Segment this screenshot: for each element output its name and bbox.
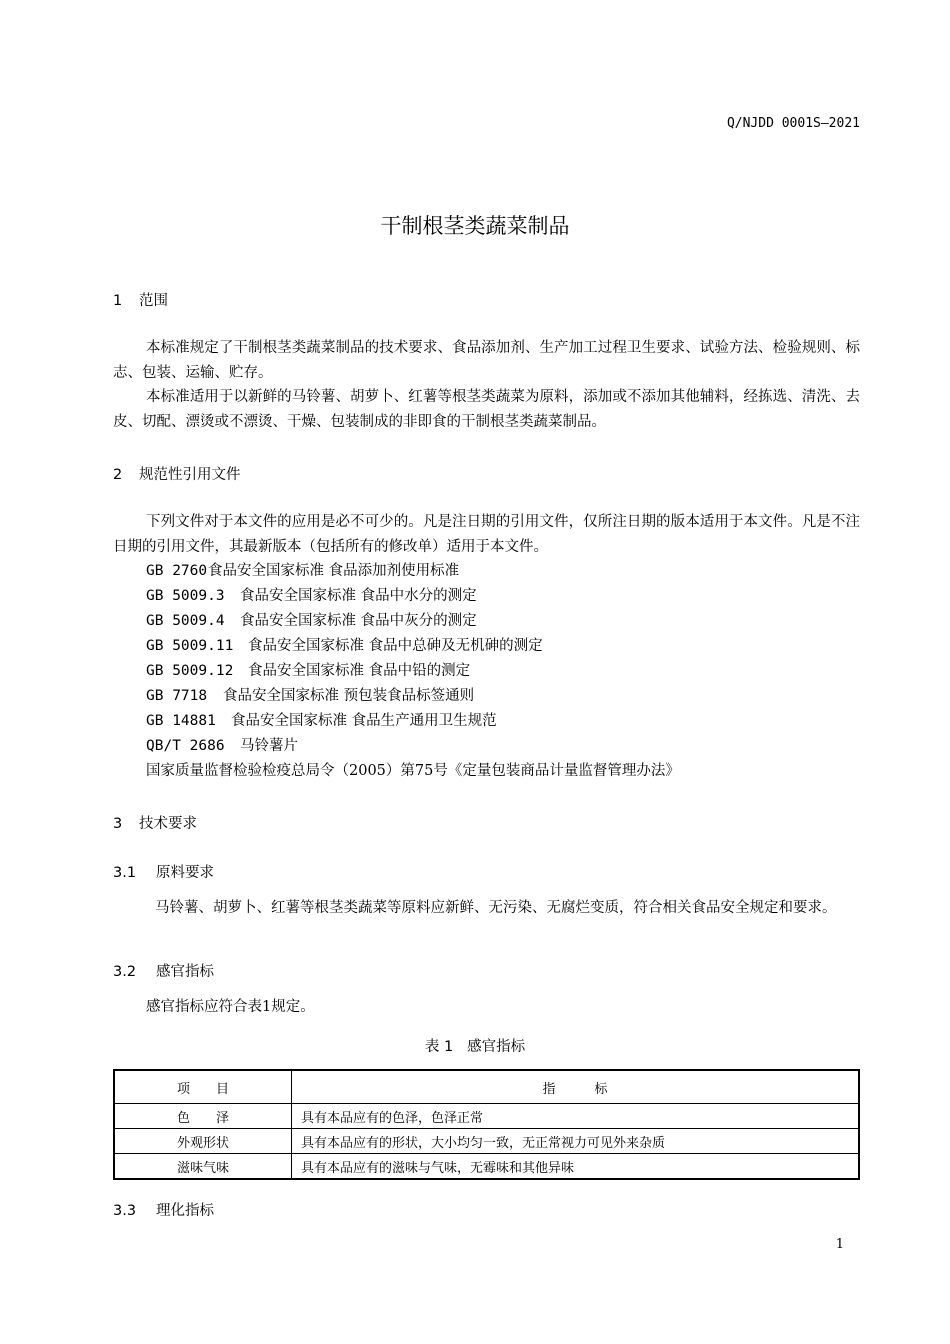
section-title: 范围: [139, 293, 168, 309]
section-3-heading: [113, 812, 197, 833]
section-3-2-heading: [113, 960, 214, 981]
reference-item: [146, 559, 459, 580]
section-number: 3.3: [113, 1203, 137, 1219]
reference-code: GB 14881: [146, 713, 216, 729]
reference-code: GB 5009.11: [146, 638, 234, 654]
table-header-cell: 指 标: [292, 1070, 860, 1104]
reference-item: [146, 609, 477, 630]
section-number: 3: [113, 816, 123, 832]
table-header-row: [114, 1070, 859, 1104]
reference-title: 食品安全国家标准 食品中总砷及无机砷的测定: [248, 638, 543, 654]
reference-title: 马铃薯片: [240, 738, 298, 754]
reference-code: QB/T 2686: [146, 738, 225, 754]
reference-code: GB 5009.4: [146, 613, 225, 629]
section-1-heading: [113, 289, 168, 310]
reference-title: 食品安全国家标准 食品添加剂使用标准: [208, 563, 460, 579]
section-3-1-heading: [113, 861, 214, 882]
table-cell: 色 泽: [114, 1104, 292, 1129]
table-cell: 滋味气味: [114, 1154, 292, 1180]
table-caption-number: 表 1: [424, 1039, 454, 1055]
table-caption: [0, 1035, 950, 1056]
section-number: 2: [113, 467, 123, 483]
scope-paragraph-1: 本标准规定了干制根茎类蔬菜制品的技术要求、食品添加剂、生产加工过程卫生要求、试验方法、检验规则、标志、包装、运输、贮存。: [113, 340, 860, 381]
reference-title: 食品安全国家标准 食品中灰分的测定: [240, 613, 477, 629]
section-title: 理化指标: [156, 1203, 214, 1219]
section-number: 1: [113, 293, 123, 309]
reference-item: [146, 684, 474, 705]
document-title: 干制根茎类蔬菜制品: [380, 214, 570, 238]
reference-title: 食品安全国家标准 食品生产通用卫生规范: [231, 713, 497, 729]
section-title: 规范性引用文件: [139, 467, 241, 483]
scope-paragraph-2: 本标准适用于以新鲜的马铃薯、胡萝卜、红薯等根茎类蔬菜为原料，添加或不添加其他辅料，经拣选、清洗、去皮、切配、漂烫或不漂烫、干燥、包装制成的非即食的干制根茎类蔬菜制品。: [113, 389, 860, 430]
reference-title: 食品安全国家标准 预包装食品标签通则: [223, 688, 475, 704]
reference-item: [146, 734, 298, 755]
table-caption-title: 感官指标: [467, 1039, 526, 1055]
page-number: 1: [835, 1237, 844, 1252]
sensory-table: [113, 1069, 860, 1180]
table-cell: 具有本品应有的滋味与气味，无霉味和其他异味: [292, 1154, 860, 1180]
table-row: [114, 1154, 859, 1180]
sensory-paragraph: 感官指标应符合表1规定。: [146, 999, 315, 1015]
table-cell: 外观形状: [114, 1129, 292, 1154]
reference-code: GB 5009.12: [146, 663, 234, 679]
section-2-heading: [113, 463, 241, 484]
reference-title: 食品安全国家标准 食品中水分的测定: [240, 588, 477, 604]
standard-code: Q/NJDD 0001S—2021: [726, 116, 860, 131]
reference-code: GB 5009.3: [146, 588, 225, 604]
reference-title: 食品安全国家标准 食品中铅的测定: [248, 663, 471, 679]
section-title: 原料要求: [156, 865, 214, 881]
references-intro: 下列文件对于本文件的应用是必不可少的。凡是注日期的引用文件，仅所注日期的版本适用于本文件。凡是不注日期的引用文件，其最新版本（包括所有的修改单）适用于本文件。: [113, 514, 860, 555]
table-cell: 具有本品应有的形状，大小均匀一致，无正常视力可见外来杂质: [292, 1129, 860, 1154]
section-number: 3.1: [113, 865, 137, 881]
section-3-3-heading: [113, 1199, 214, 1220]
table-row: [114, 1104, 859, 1129]
table-header-cell: 项 目: [114, 1070, 292, 1104]
table-row: [114, 1129, 859, 1154]
reference-item: [146, 584, 477, 605]
reference-code: GB 7718: [146, 688, 208, 704]
reference-item: [146, 659, 470, 680]
section-title: 感官指标: [156, 964, 214, 980]
raw-material-paragraph: 马铃薯、胡萝卜、红薯等根茎类蔬菜等原料应新鲜、无污染、无腐烂变质，符合相关食品安全规定和要求。: [155, 900, 837, 916]
section-title: 技术要求: [139, 816, 197, 832]
reference-item-regulation: 国家质量监督检验检疫总局令（2005）第75号《定量包装商品计量监督管理办法》: [146, 763, 680, 779]
table-cell: 具有本品应有的色泽，色泽正常: [292, 1104, 860, 1129]
reference-code: GB 2760: [146, 563, 208, 579]
reference-item: [146, 709, 497, 730]
reference-item: [146, 634, 543, 655]
section-number: 3.2: [113, 964, 137, 980]
